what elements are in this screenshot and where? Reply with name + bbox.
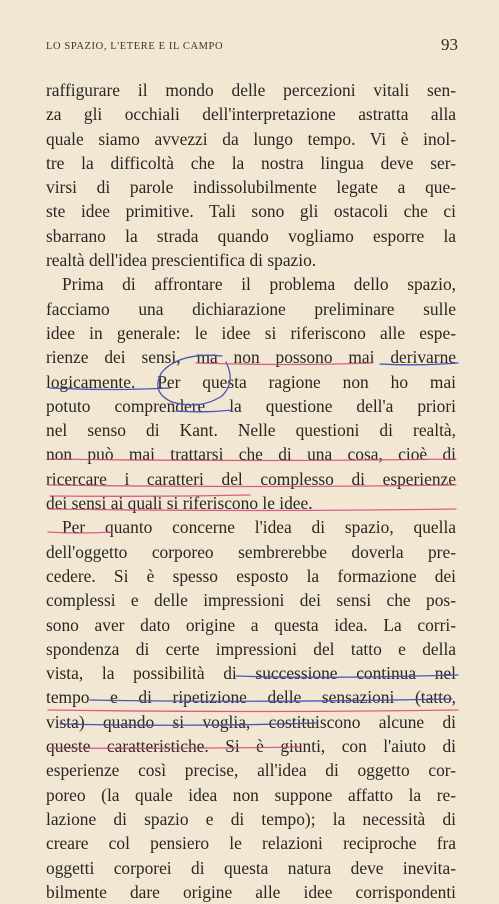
text-line: virsi di parole indissolubilmente legate a que- bbox=[46, 177, 456, 198]
text-line: non può mai trattarsi che di una cosa, cioè di bbox=[46, 444, 456, 465]
text-line: cedere. Si è spesso esposto la formazione dei bbox=[46, 565, 456, 586]
text-line: complessi e delle impressioni dei sensi che pos- bbox=[46, 590, 456, 611]
page-header bbox=[46, 35, 458, 58]
text-line: tempo e di ripetizione delle sensazioni (tatto, bbox=[46, 687, 456, 708]
text-line: vista, la possibilità di successione continua nel bbox=[46, 663, 456, 684]
text-line: ricercare i caratteri del complesso di esperienze bbox=[46, 468, 456, 489]
text-line: vista) quando si voglia, costituiscono alcune di bbox=[46, 711, 456, 732]
text-line: bilmente dare origine alle idee corrispondenti bbox=[46, 881, 456, 902]
running-head: LO SPAZIO, L'ETERE E IL CAMPO bbox=[46, 41, 224, 52]
text-line: oggetti corporei di questa natura deve inevita- bbox=[46, 857, 456, 878]
text-line: dell'oggetto corporeo sembrerebbe doverla pre- bbox=[46, 541, 456, 562]
text-line: creare col pensiero le relazioni reciproche fra bbox=[46, 833, 456, 854]
text-line: poreo (la quale idea non suppone affatto la re- bbox=[46, 784, 456, 805]
text-line: facciamo una dichiarazione preliminare sulle bbox=[46, 298, 456, 319]
text-line: realtà dell'idea prescientifica di spazio. bbox=[46, 250, 317, 271]
text-line: lazione di spazio e di tempo); la necessità di bbox=[46, 808, 456, 829]
text-line: tre la difficoltà che la nostra lingua deve ser- bbox=[46, 152, 456, 173]
text-line: potuto comprendere la questione dell'a priori bbox=[46, 395, 456, 416]
text-line: queste caratteristiche. Si è giunti, con l'aiuto di bbox=[46, 736, 456, 757]
page-number: 93 bbox=[441, 35, 458, 54]
text-line: esperienze così precise, all'idea di oggetto cor- bbox=[46, 760, 456, 781]
text-line: idee in generale: le idee si riferiscono alle espe- bbox=[46, 322, 456, 343]
text-line: dei sensi ai quali si riferiscono le idee. bbox=[46, 493, 313, 514]
text-line: sono aver dato origine a questa idea. La corri- bbox=[46, 614, 456, 635]
text-line: raffigurare il mondo delle percezioni vitali sen- bbox=[46, 80, 456, 100]
text-line: quale siamo avvezzi da lungo tempo. Vi è inol- bbox=[46, 128, 456, 149]
text-line: Per quanto concerne l'idea di spazio, quella bbox=[62, 517, 456, 538]
text-line: nel senso di Kant. Nelle questioni di realtà, bbox=[46, 420, 456, 441]
text-line: Prima di affrontare il problema dello spazio, bbox=[62, 274, 456, 295]
text-line: rienze dei sensi, ma non possono mai derivarne bbox=[46, 347, 456, 368]
text-line: ste idee primitive. Tali sono gli ostacoli che ci bbox=[46, 201, 456, 222]
text-line: sbarrano la strada quando vogliamo esporre la bbox=[46, 225, 456, 246]
text-line: logicamente. Per questa ragione non ho mai bbox=[46, 371, 456, 392]
text-line: za gli occhiali dell'interpretazione astratta alla bbox=[46, 104, 456, 125]
body-text bbox=[46, 78, 456, 904]
text-line: spondenza di certe impressioni del tatto e della bbox=[46, 638, 456, 659]
